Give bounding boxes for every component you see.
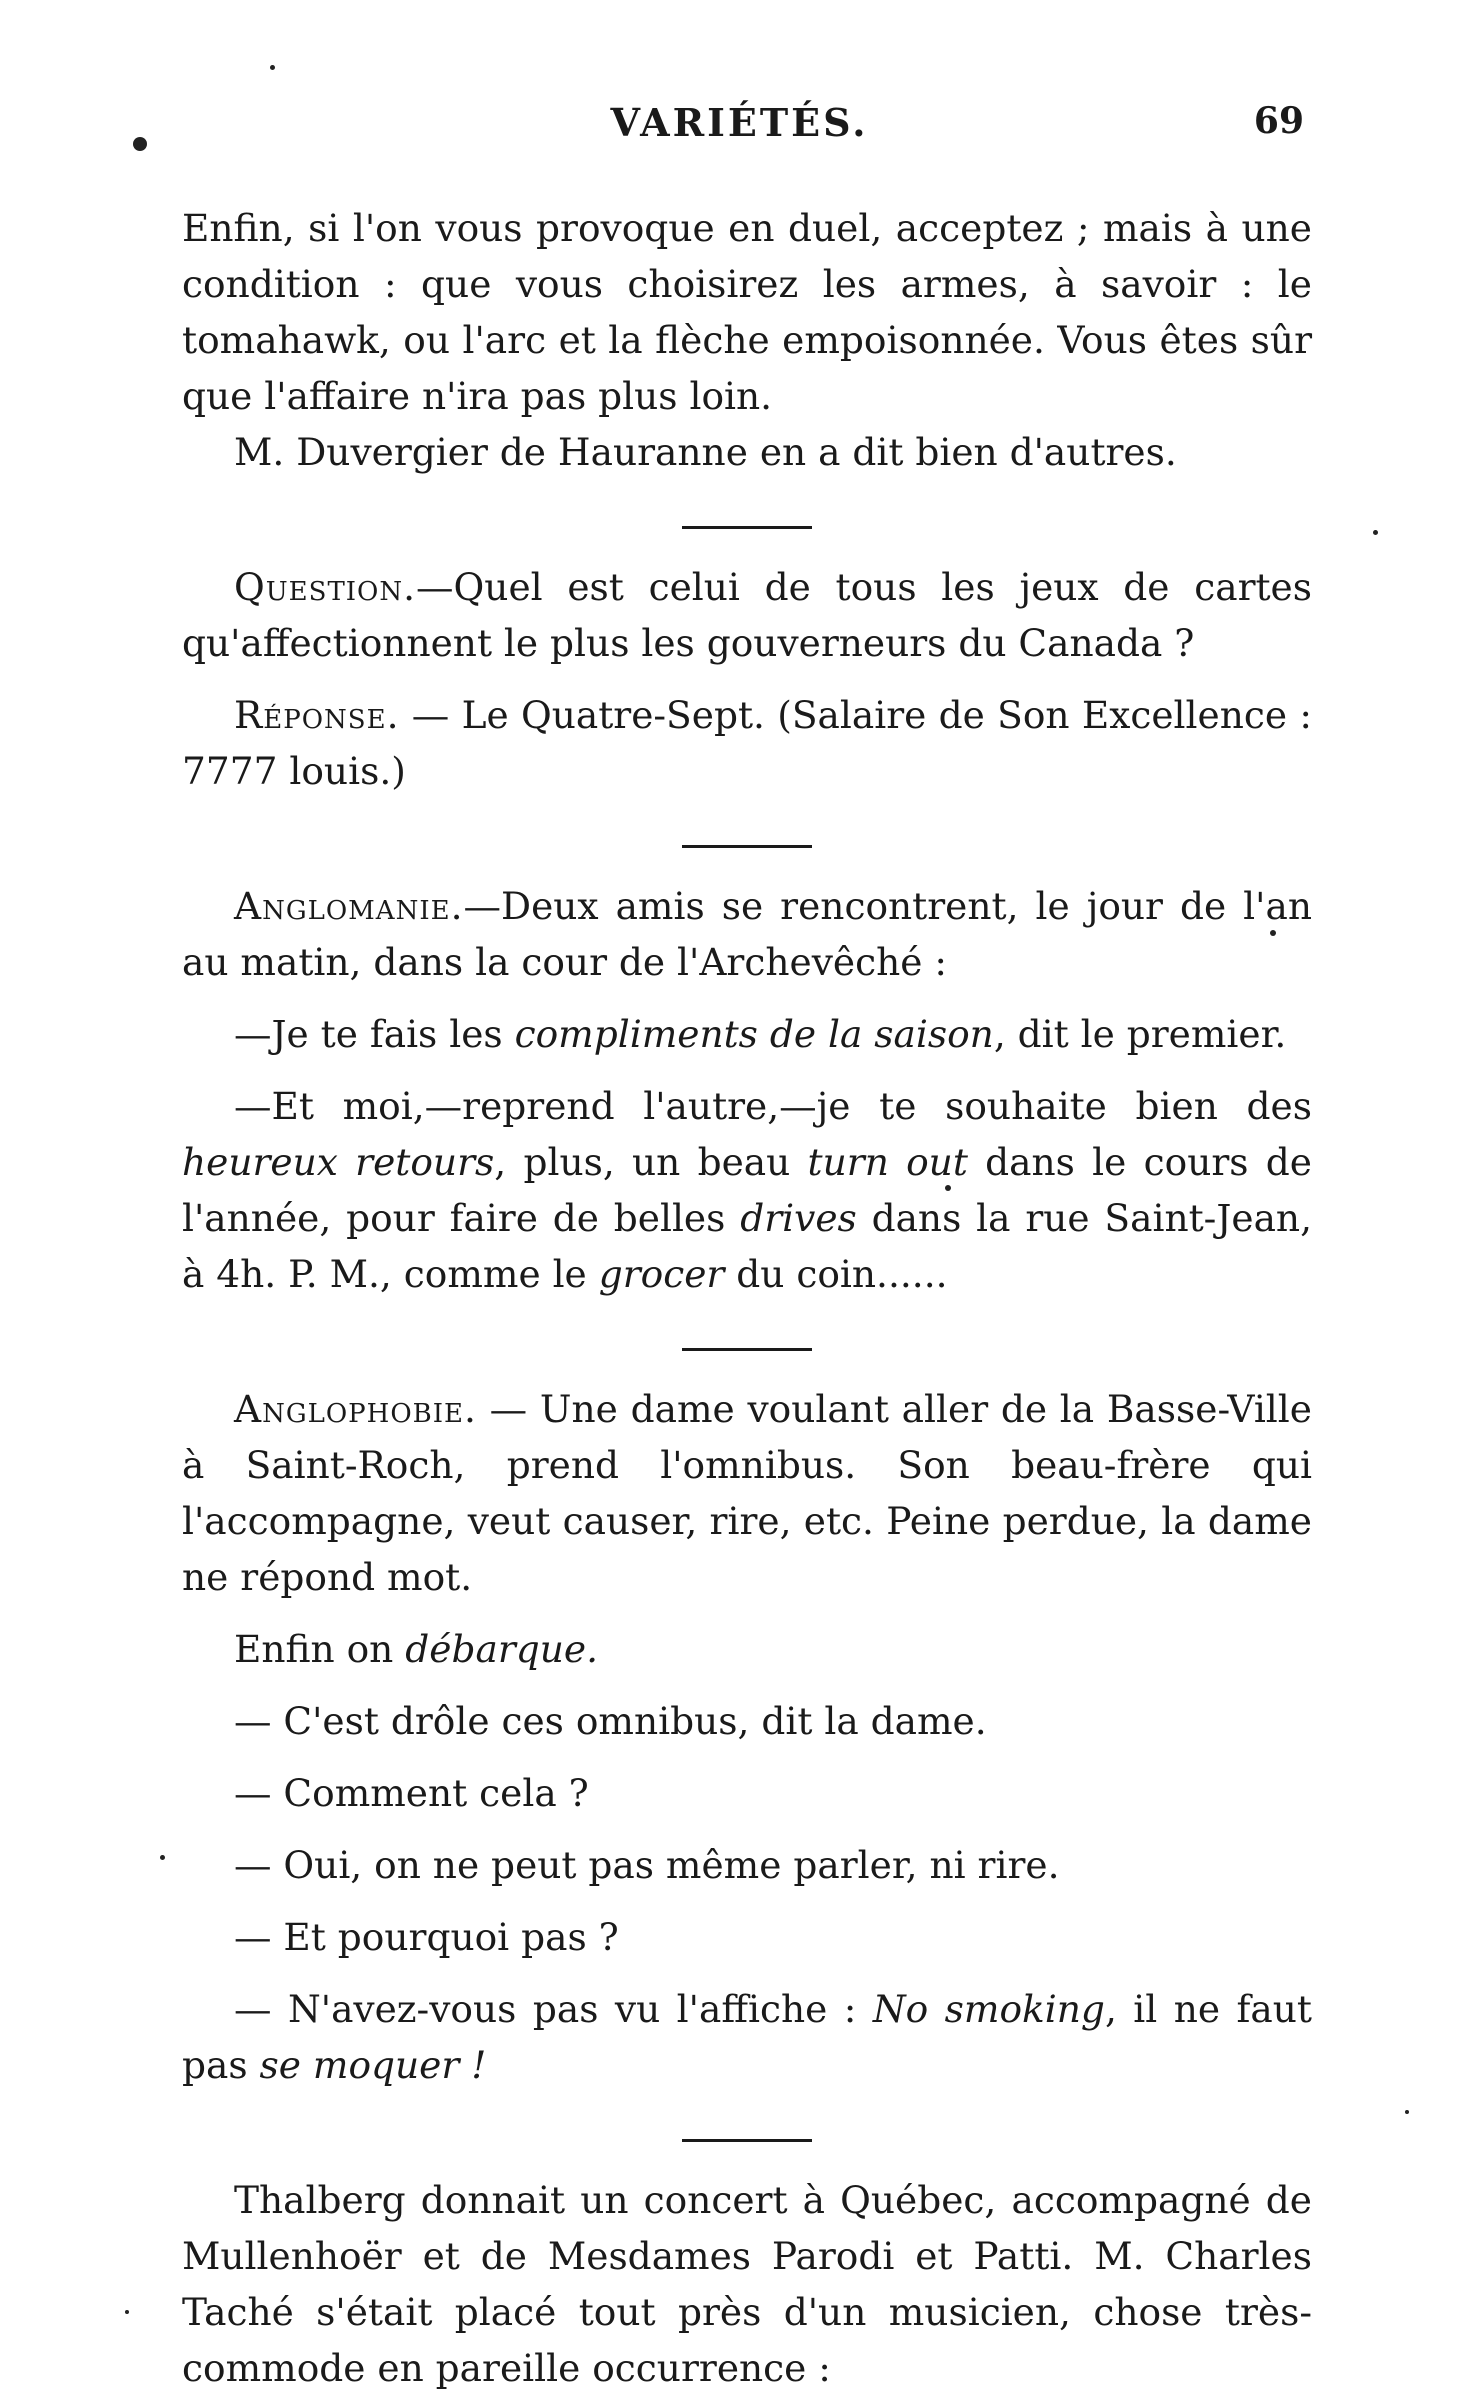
separator-rule [682, 2139, 812, 2142]
scan-speck [270, 65, 275, 70]
autre-italic-4: grocer [598, 1252, 725, 1296]
dialogue-line-5 [182, 1981, 1312, 2093]
anglomanie-text: —Deux amis se rencontrent, le jour de l'an au matin, dans la cour de l'Archevêché : [182, 884, 1312, 984]
autre-text-4: dans la rue Saint-Jean, à 4h. P. M., comme le [182, 1196, 1312, 1296]
separator-rule [682, 845, 812, 848]
reponse-label: Réponse. [234, 693, 400, 737]
premier-text-2: , dit le premier. [993, 1012, 1287, 1056]
separator-rule [682, 526, 812, 529]
debarque-text: Enfin on [234, 1627, 406, 1671]
dialogue-5-text-2: , il ne faut pas [182, 1987, 1312, 2087]
autre-text-1: —Et moi,—reprend l'autre,—je te souhaite bien des [234, 1084, 1312, 1128]
scan-speck [1373, 530, 1378, 535]
scan-speck [160, 1855, 165, 1860]
dialogue-line-1: — C'est drôle ces omnibus, dit la dame. [234, 1699, 987, 1743]
paragraph-anglophobie [182, 1381, 1312, 1605]
paragraph-debarque [182, 1621, 1312, 1677]
anglomanie-label: Anglomanie. [234, 884, 464, 928]
paragraph-reponse [182, 687, 1312, 799]
scan-speck [1270, 930, 1276, 936]
premier-italic: compliments de la saison [514, 1012, 994, 1056]
scan-speck [125, 2310, 129, 2314]
debarque-italic: débarque. [405, 1627, 599, 1671]
question-label: Question. [234, 565, 417, 609]
dialogue-5-italic-2: se moquer ! [259, 2043, 487, 2087]
paragraph-anglomanie [182, 878, 1312, 990]
page-header [0, 100, 1479, 160]
anglophobie-label: Anglophobie. [234, 1387, 477, 1431]
question-text: —Quel est celui de tous les jeux de cartes qu'affectionnent le plus les gouverneurs du Canada ? [182, 565, 1312, 665]
paragraph-thalberg: Thalberg donnait un concert à Québec, accompagné de Mullenhoër et de Mesdames Parodi et Patti. M. Charles Taché s'était placé tout près d'un musicien, chose très-commode en pareille occurrence : [182, 2178, 1312, 2390]
scan-speck [133, 137, 147, 151]
running-head: VARIÉTÉS. [610, 100, 869, 145]
autre-italic-2: turn out [807, 1140, 968, 1184]
dialogue-5-italic-1: No smoking [872, 1987, 1105, 2031]
dialogue-5-text-1: — N'avez-vous pas vu l'affiche : [234, 1987, 873, 2031]
autre-italic-1: heureux retours [182, 1140, 495, 1184]
anglophobie-text: — Une dame voulant aller de la Basse-Ville à Saint-Roch, prend l'omnibus. Son beau-frère qui l'accompagne, veut causer, rire, etc. Peine perdue, la dame ne répond mot. [182, 1387, 1312, 1599]
scan-speck [1405, 2110, 1409, 2114]
body-text [182, 200, 1312, 2396]
paragraph-premier [182, 1006, 1312, 1062]
paragraph-autre [182, 1078, 1312, 1302]
autre-italic-3: drives [740, 1196, 857, 1240]
autre-text-5: du coin...... [724, 1252, 948, 1296]
autre-text-3: dans le cours de l'année, pour faire de belles [182, 1140, 1312, 1240]
autre-text-2: , plus, un beau [494, 1140, 808, 1184]
dialogue-line-3: — Oui, on ne peut pas même parler, ni rire. [234, 1843, 1060, 1887]
premier-text-1: —Je te fais les [234, 1012, 515, 1056]
paragraph-duvergier: M. Duvergier de Hauranne en a dit bien d'autres. [234, 430, 1177, 474]
reponse-text: — Le Quatre-Sept. (Salaire de Son Excellence : 7777 louis.) [182, 693, 1312, 793]
separator-rule [682, 1348, 812, 1351]
paragraph-question [182, 559, 1312, 671]
scan-speck [945, 1185, 951, 1191]
paragraph-duel: Enfin, si l'on vous provoque en duel, acceptez ; mais à une condition : que vous choisirez les armes, à savoir : le tomahawk, ou l'arc et la flèche empoisonnée. Vous êtes sûr que l'affaire n'ira pas plus loin. [182, 206, 1312, 418]
page-number: 69 [1253, 100, 1304, 142]
dialogue-line-2: — Comment cela ? [234, 1771, 589, 1815]
dialogue-line-4: — Et pourquoi pas ? [234, 1915, 619, 1959]
